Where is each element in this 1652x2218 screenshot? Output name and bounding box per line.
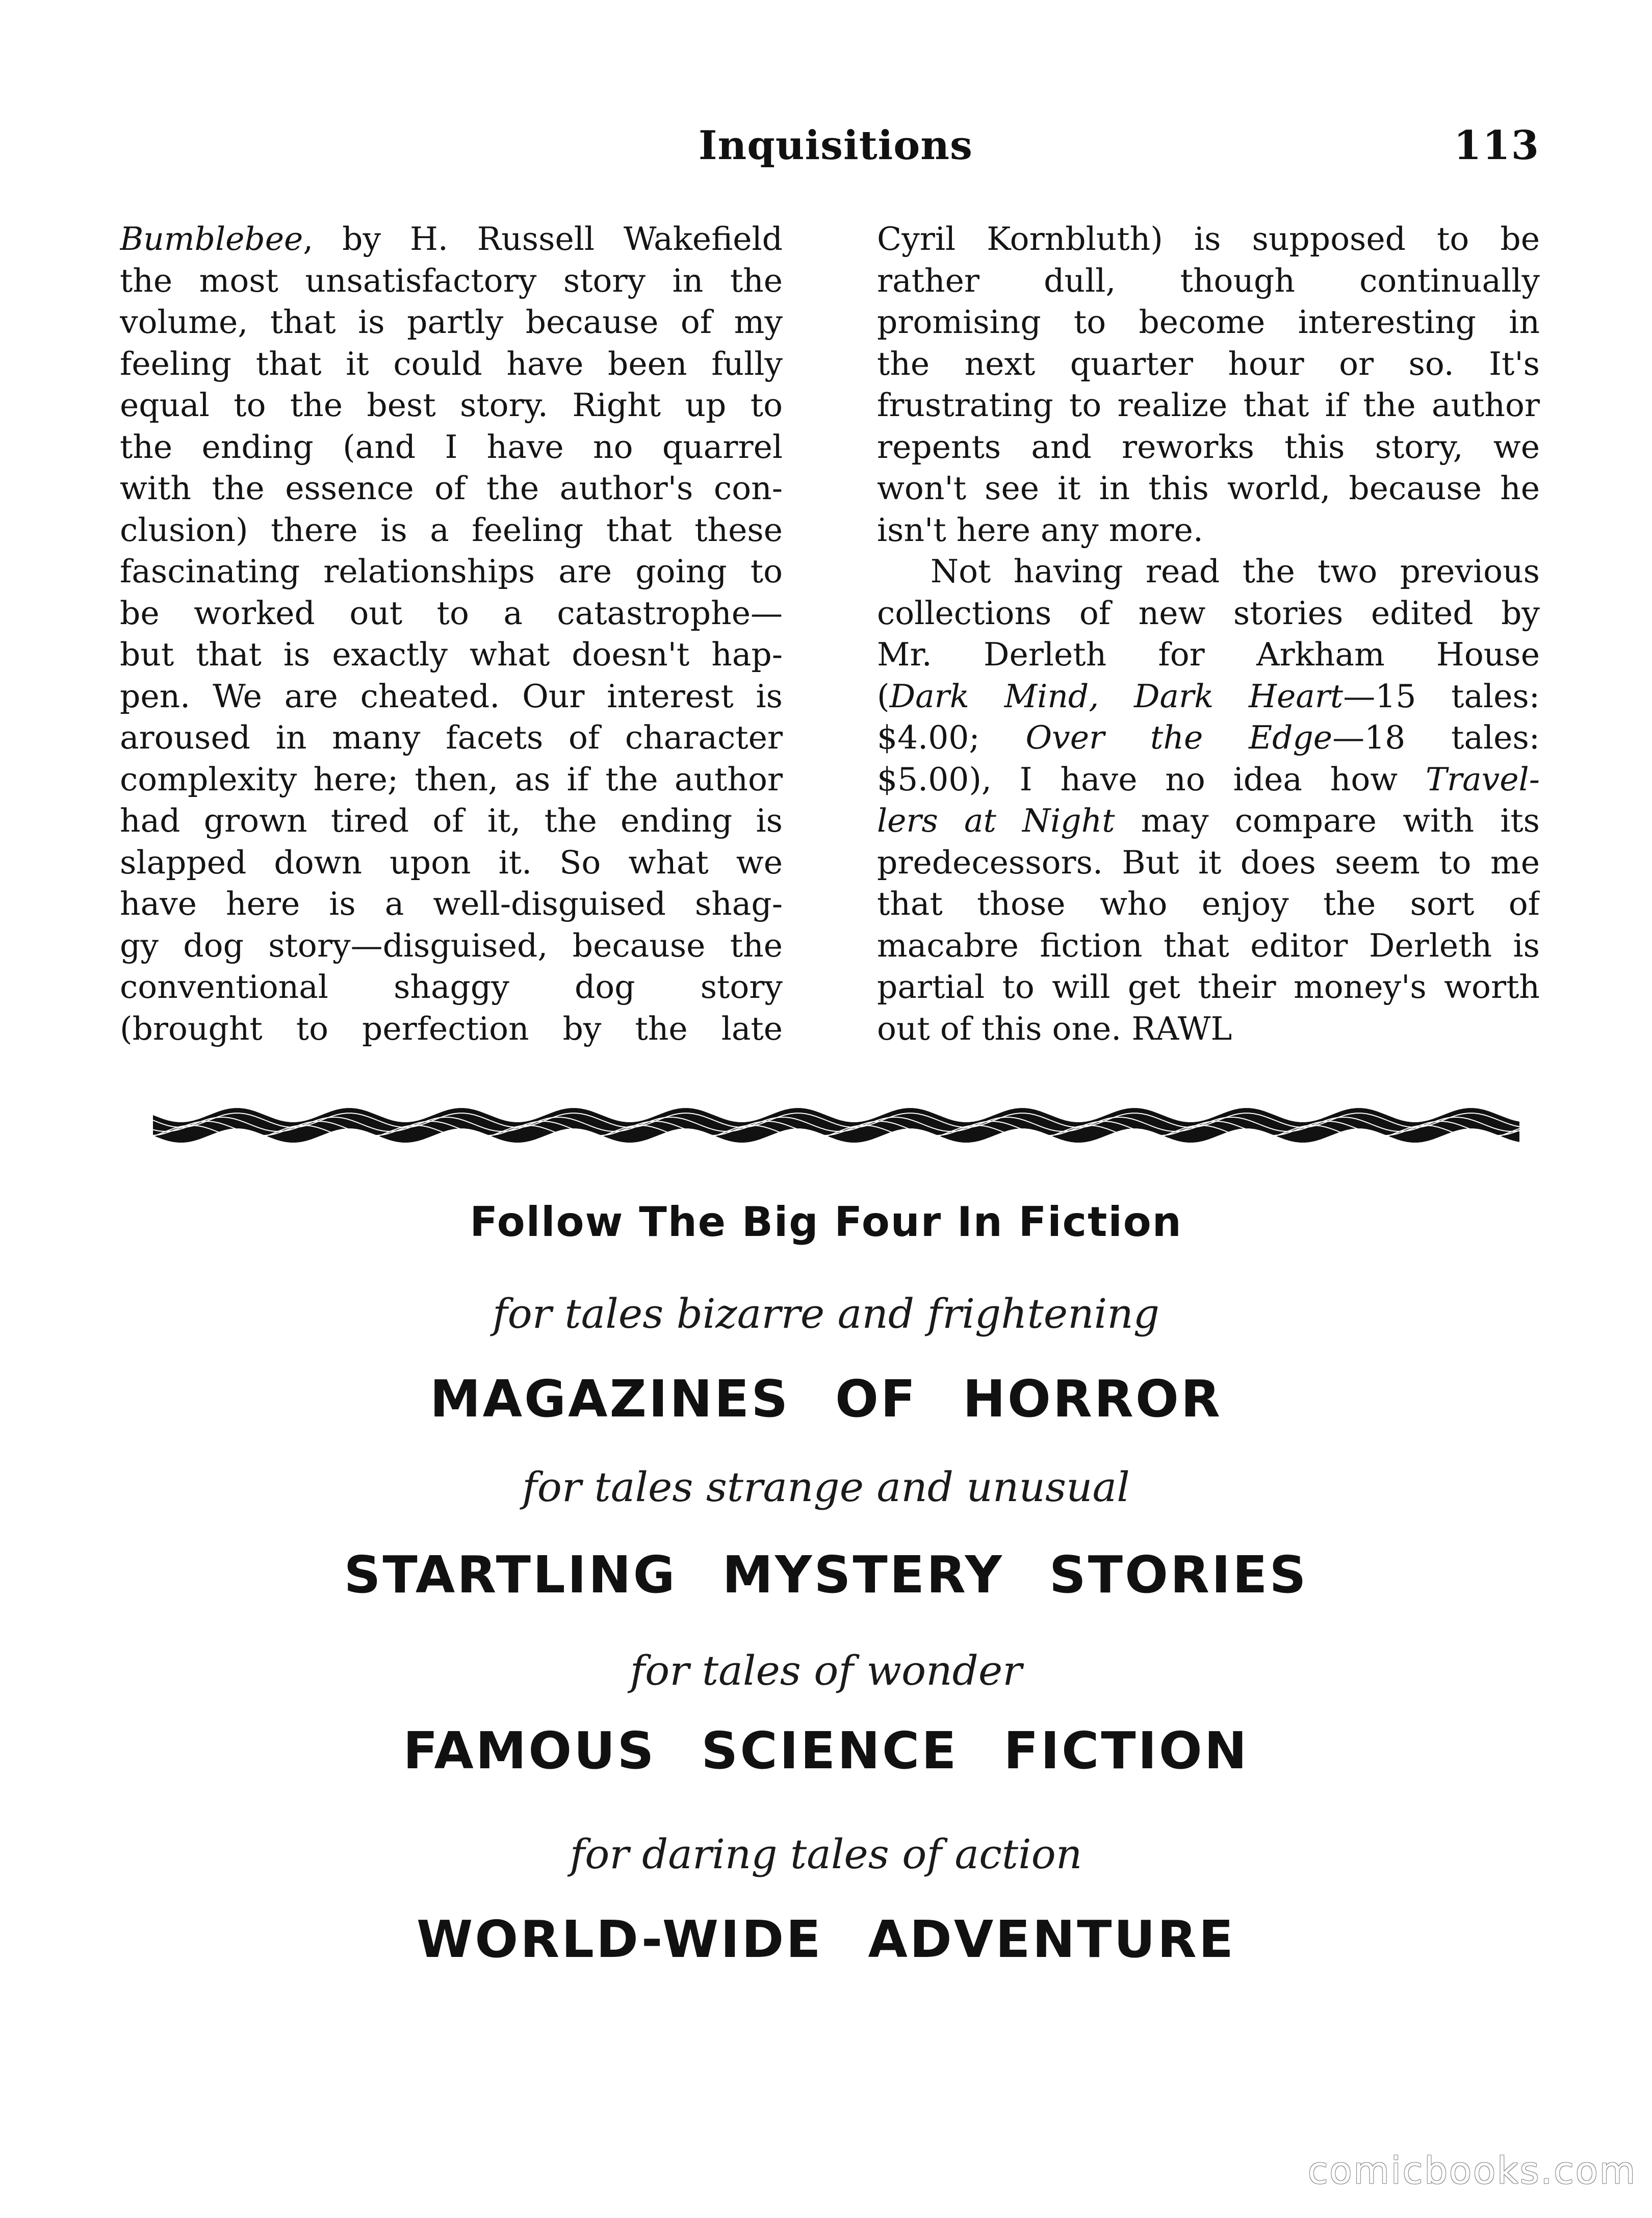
text-segment: had grown tired of it, the ending is (120, 802, 783, 839)
text-segment: be worked out to a catastrophe— (120, 594, 783, 632)
right-column (877, 218, 1540, 1049)
text-line (877, 925, 1540, 967)
ad-magazine-title-3: FAMOUS SCIENCE FICTION (403, 1721, 1249, 1781)
text-line (120, 509, 783, 551)
text-line (877, 468, 1540, 509)
page-number: 113 (1454, 122, 1540, 169)
text-line (877, 592, 1540, 634)
text-segment: Cyril Kornbluth) is supposed to be (877, 220, 1540, 257)
ad-tagline-2: for tales strange and unusual (522, 1463, 1130, 1511)
ad-headline: Follow The Big Four In Fiction (470, 1198, 1182, 1246)
text-line (877, 676, 1540, 717)
text-line (877, 260, 1540, 302)
text-segment: , by H. Russell Wakefield (303, 220, 783, 257)
text-segment: volume, that is partly because of my (120, 303, 783, 341)
text-line (120, 301, 783, 343)
text-segment: feeling that it could have been fully (120, 345, 783, 382)
text-line (120, 676, 783, 717)
ad-magazine-title-2: STARTLING MYSTERY STORIES (344, 1545, 1308, 1605)
text-segment: equal to the best story. Right up to (120, 386, 783, 424)
text-segment: have here is a well-disguised shag- (120, 885, 783, 922)
text-segment: predecessors. But it does seem to me (877, 843, 1540, 881)
text-segment: Not having read the two previous (931, 553, 1540, 590)
text-line (877, 717, 1540, 759)
text-segment: aroused in many facets of character (120, 719, 783, 756)
text-line (120, 592, 783, 634)
text-segment: macabre fiction that editor Derleth is (877, 926, 1540, 964)
text-line (120, 426, 783, 468)
ad-magazine-title-4: WORLD-WIDE ADVENTURE (416, 1910, 1236, 1969)
text-line (877, 1008, 1540, 1050)
text-segment: out of this one. RAWL (877, 1010, 1232, 1047)
text-line (877, 634, 1540, 676)
text-segment: that those who enjoy the sort of (877, 885, 1540, 922)
text-line (120, 800, 783, 842)
text-segment: fascinating relationships are going to (120, 553, 783, 590)
text-segment: with the essence of the author's con- (120, 470, 783, 507)
text-segment: the most unsatisfactory story in the (120, 262, 783, 299)
text-segment: ( (877, 677, 890, 715)
text-line (877, 883, 1540, 925)
text-line (120, 260, 783, 302)
running-head (0, 122, 1652, 178)
text-line (120, 218, 783, 260)
text-segment: complexity here; then, as if the author (120, 760, 783, 798)
text-segment: the next quarter hour or so. It's (877, 345, 1540, 382)
text-line (120, 384, 783, 426)
text-line (877, 301, 1540, 343)
text-segment: conventional shaggy dog story (120, 968, 783, 1005)
text-line (120, 966, 783, 1008)
text-line (877, 966, 1540, 1008)
text-segment: partial to will get their money's worth (877, 968, 1540, 1005)
text-line (120, 468, 783, 509)
ad-tagline-4: for daring tales of action (570, 1830, 1082, 1878)
text-line (877, 800, 1540, 842)
text-segment: Mr. Derleth for Arkham House (877, 636, 1540, 673)
text-line (877, 509, 1540, 551)
running-title: Inquisitions (699, 122, 973, 169)
text-segment: frustrating to realize that if the author (877, 386, 1540, 424)
text-line (120, 842, 783, 884)
text-segment: may compare with its (1115, 802, 1540, 839)
text-segment: (brought to perfection by the late (120, 1010, 783, 1047)
text-line (877, 343, 1540, 385)
text-segment: rather dull, though continually (877, 262, 1540, 299)
text-segment: clusion) there is a feeling that these (120, 511, 783, 549)
italic-text-segment: Over the Edge (1025, 719, 1333, 756)
text-line (877, 218, 1540, 260)
text-segment: but that is exactly what doesn't hap- (120, 636, 783, 673)
ad-magazine-title-1: MAGAZINES OF HORROR (430, 1369, 1222, 1429)
text-line (120, 717, 783, 759)
text-segment: $5.00), I have no idea how (877, 760, 1426, 798)
watermark: comicbooks.com (1307, 2149, 1637, 2192)
text-segment: —15 tales: (1343, 677, 1540, 715)
text-line (120, 343, 783, 385)
italic-text-segment: Dark Mind, Dark Heart (889, 677, 1344, 715)
text-line (877, 551, 1540, 592)
text-segment: $4.00; (877, 719, 1026, 756)
text-line (120, 759, 783, 801)
text-segment: —18 tales: (1332, 719, 1540, 756)
text-segment: repents and reworks this story, we (877, 428, 1540, 466)
text-segment: promising to become interesting in (877, 303, 1540, 341)
text-line (120, 883, 783, 925)
text-segment: the ending (and I have no quarrel (120, 428, 783, 466)
text-line (877, 384, 1540, 426)
text-segment: isn't here any more. (877, 511, 1203, 549)
text-line (877, 842, 1540, 884)
ad-tagline-3: for tales of wonder (630, 1647, 1022, 1694)
text-line (120, 925, 783, 967)
text-line (120, 634, 783, 676)
text-segment: pen. We are cheated. Our interest is (120, 677, 783, 715)
italic-text-segment: lers at Night (877, 802, 1115, 839)
left-column (120, 218, 783, 1049)
text-segment: won't see it in this world, because he (877, 470, 1540, 507)
text-segment: slapped down upon it. So what we (120, 843, 783, 881)
ad-tagline-1: for tales bizarre and frightening (493, 1290, 1159, 1337)
italic-text-segment: Travel- (1425, 760, 1540, 798)
italic-text-segment: Bumblebee (120, 220, 303, 257)
wave-rule-divider (153, 1101, 1519, 1147)
text-line (120, 551, 783, 592)
text-segment: collections of new stories edited by (877, 594, 1540, 632)
text-segment: gy dog story—disguised, because the (120, 926, 783, 964)
text-line (120, 1008, 783, 1050)
text-line (877, 426, 1540, 468)
text-line (877, 759, 1540, 801)
